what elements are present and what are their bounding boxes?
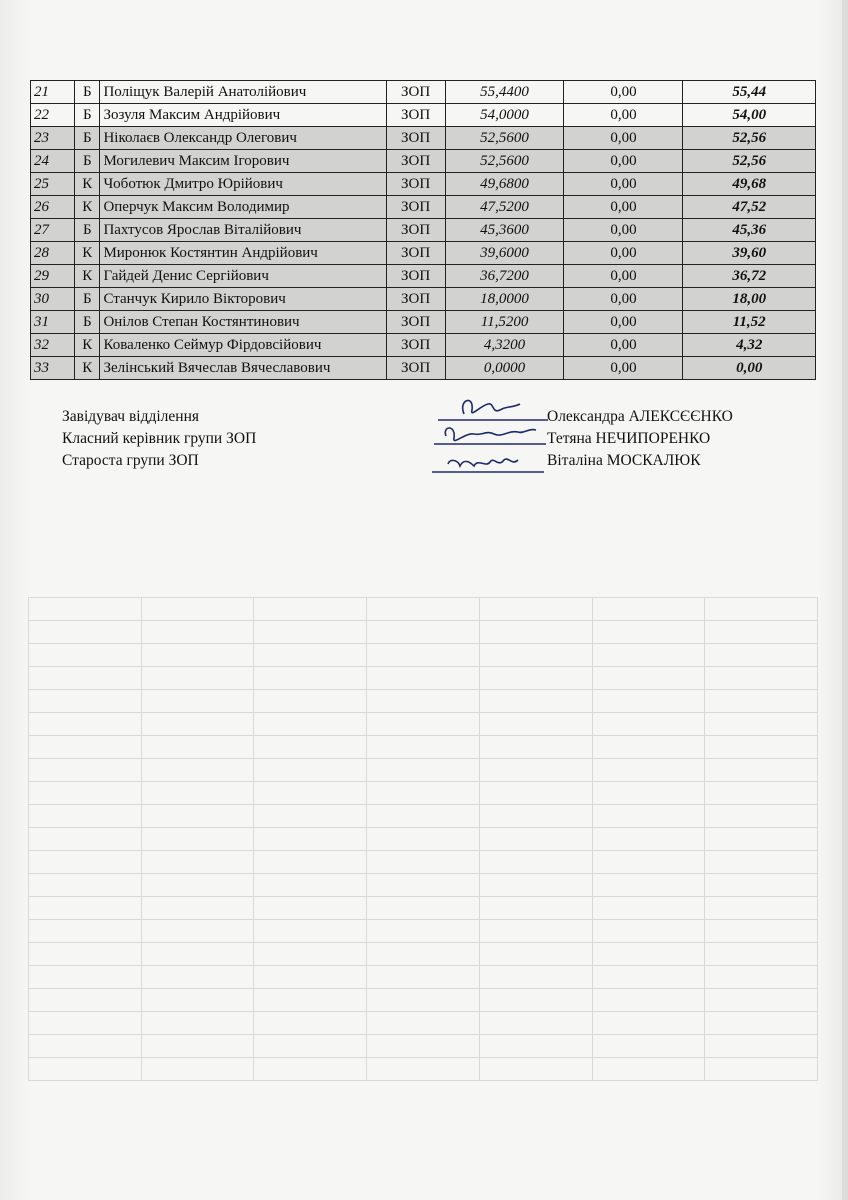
group-name: ЗОП bbox=[386, 196, 445, 219]
row-number: 25 bbox=[31, 173, 75, 196]
average-score: 49,6800 bbox=[445, 173, 564, 196]
rating-score: 36,72 bbox=[683, 265, 816, 288]
average-score: 11,5200 bbox=[445, 311, 564, 334]
table-row bbox=[31, 265, 816, 288]
bonus-score: 0,00 bbox=[564, 173, 683, 196]
row-number: 23 bbox=[31, 127, 75, 150]
table-row bbox=[31, 288, 816, 311]
head-role: Завідувач відділення bbox=[62, 408, 199, 425]
bonus-score: 0,00 bbox=[564, 219, 683, 242]
group-name: ЗОП bbox=[386, 150, 445, 173]
student-name: Могилевич Максим Ігорович bbox=[100, 150, 386, 173]
curator-role: Класний керівник групи ЗОП bbox=[62, 430, 257, 447]
table-row bbox=[31, 357, 816, 380]
table-row bbox=[31, 334, 816, 357]
student-name: Поліщук Валерій Анатолійович bbox=[100, 81, 386, 104]
rating-table bbox=[30, 80, 816, 380]
group-name: ЗОП bbox=[386, 127, 445, 150]
student-name: Ніколаєв Олександр Олегович bbox=[100, 127, 386, 150]
rating-score: 4,32 bbox=[683, 334, 816, 357]
student-name: Чоботюк Дмитро Юрійович bbox=[100, 173, 386, 196]
bonus-score: 0,00 bbox=[564, 288, 683, 311]
budget-contract-code: Б bbox=[75, 150, 100, 173]
group-name: ЗОП bbox=[386, 173, 445, 196]
table-row bbox=[31, 173, 816, 196]
rating-score: 0,00 bbox=[683, 357, 816, 380]
average-score: 18,0000 bbox=[445, 288, 564, 311]
row-number: 21 bbox=[31, 81, 75, 104]
budget-contract-code: К bbox=[75, 196, 100, 219]
bonus-score: 0,00 bbox=[564, 265, 683, 288]
average-score: 45,3600 bbox=[445, 219, 564, 242]
rating-score: 52,56 bbox=[683, 127, 816, 150]
student-name: Коваленко Сеймур Фірдовсійович bbox=[100, 334, 386, 357]
budget-contract-code: Б bbox=[75, 127, 100, 150]
monitor-role: Староста групи ЗОП bbox=[62, 452, 199, 469]
student-name: Зозуля Максим Андрійович bbox=[100, 104, 386, 127]
average-score: 52,5600 bbox=[445, 150, 564, 173]
table-row bbox=[31, 150, 816, 173]
row-number: 28 bbox=[31, 242, 75, 265]
budget-contract-code: К bbox=[75, 265, 100, 288]
average-score: 47,5200 bbox=[445, 196, 564, 219]
curator-name: Тетяна НЕЧИПОРЕНКО bbox=[547, 430, 711, 447]
bonus-score: 0,00 bbox=[564, 357, 683, 380]
rating-score: 45,36 bbox=[683, 219, 816, 242]
student-name: Онілов Степан Костянтинович bbox=[100, 311, 386, 334]
table-row bbox=[31, 127, 816, 150]
table-row bbox=[31, 81, 816, 104]
head-name: Олександра АЛЕКСЄЄНКО bbox=[547, 408, 733, 425]
average-score: 4,3200 bbox=[445, 334, 564, 357]
average-score: 52,5600 bbox=[445, 127, 564, 150]
budget-contract-code: Б bbox=[75, 104, 100, 127]
row-number: 22 bbox=[31, 104, 75, 127]
monitor-name: Віталіна МОСКАЛЮК bbox=[547, 452, 701, 469]
group-name: ЗОП bbox=[386, 104, 445, 127]
paper-edge bbox=[842, 0, 848, 1200]
average-score: 36,7200 bbox=[445, 265, 564, 288]
average-score: 55,4400 bbox=[445, 81, 564, 104]
student-name: Станчук Кирило Вікторович bbox=[100, 288, 386, 311]
bonus-score: 0,00 bbox=[564, 81, 683, 104]
rating-score: 49,68 bbox=[683, 173, 816, 196]
handwritten-signatures bbox=[428, 396, 558, 480]
rating-score: 52,56 bbox=[683, 150, 816, 173]
row-number: 26 bbox=[31, 196, 75, 219]
rating-score: 18,00 bbox=[683, 288, 816, 311]
budget-contract-code: К bbox=[75, 173, 100, 196]
student-name: Пахтусов Ярослав Віталійович bbox=[100, 219, 386, 242]
table-row bbox=[31, 196, 816, 219]
budget-contract-code: К bbox=[75, 334, 100, 357]
student-name: Гайдей Денис Сергійович bbox=[100, 265, 386, 288]
budget-contract-code: Б bbox=[75, 219, 100, 242]
student-name: Зелінський Вячеслав Вячеславович bbox=[100, 357, 386, 380]
bonus-score: 0,00 bbox=[564, 242, 683, 265]
rating-score: 11,52 bbox=[683, 311, 816, 334]
row-number: 32 bbox=[31, 334, 75, 357]
bonus-score: 0,00 bbox=[564, 127, 683, 150]
row-number: 24 bbox=[31, 150, 75, 173]
budget-contract-code: К bbox=[75, 357, 100, 380]
budget-contract-code: Б bbox=[75, 81, 100, 104]
budget-contract-code: К bbox=[75, 242, 100, 265]
student-name: Миронюк Костянтин Андрійович bbox=[100, 242, 386, 265]
student-name: Оперчук Максим Володимир bbox=[100, 196, 386, 219]
group-name: ЗОП bbox=[386, 219, 445, 242]
bonus-score: 0,00 bbox=[564, 150, 683, 173]
table-row bbox=[31, 311, 816, 334]
rating-score: 47,52 bbox=[683, 196, 816, 219]
row-number: 33 bbox=[31, 357, 75, 380]
bonus-score: 0,00 bbox=[564, 196, 683, 219]
rating-score: 55,44 bbox=[683, 81, 816, 104]
group-name: ЗОП bbox=[386, 265, 445, 288]
rating-score: 54,00 bbox=[683, 104, 816, 127]
rating-table-body bbox=[31, 81, 816, 380]
row-number: 27 bbox=[31, 219, 75, 242]
table-row bbox=[31, 104, 816, 127]
budget-contract-code: Б bbox=[75, 311, 100, 334]
row-number: 30 bbox=[31, 288, 75, 311]
row-number: 31 bbox=[31, 311, 75, 334]
bonus-score: 0,00 bbox=[564, 104, 683, 127]
budget-contract-code: Б bbox=[75, 288, 100, 311]
group-name: ЗОП bbox=[386, 242, 445, 265]
group-name: ЗОП bbox=[386, 334, 445, 357]
row-number: 29 bbox=[31, 265, 75, 288]
group-name: ЗОП bbox=[386, 288, 445, 311]
group-name: ЗОП bbox=[386, 81, 445, 104]
rating-score: 39,60 bbox=[683, 242, 816, 265]
average-score: 39,6000 bbox=[445, 242, 564, 265]
table-row bbox=[31, 219, 816, 242]
bonus-score: 0,00 bbox=[564, 334, 683, 357]
average-score: 54,0000 bbox=[445, 104, 564, 127]
group-name: ЗОП bbox=[386, 311, 445, 334]
group-name: ЗОП bbox=[386, 357, 445, 380]
average-score: 0,0000 bbox=[445, 357, 564, 380]
table-row bbox=[31, 242, 816, 265]
bonus-score: 0,00 bbox=[564, 311, 683, 334]
